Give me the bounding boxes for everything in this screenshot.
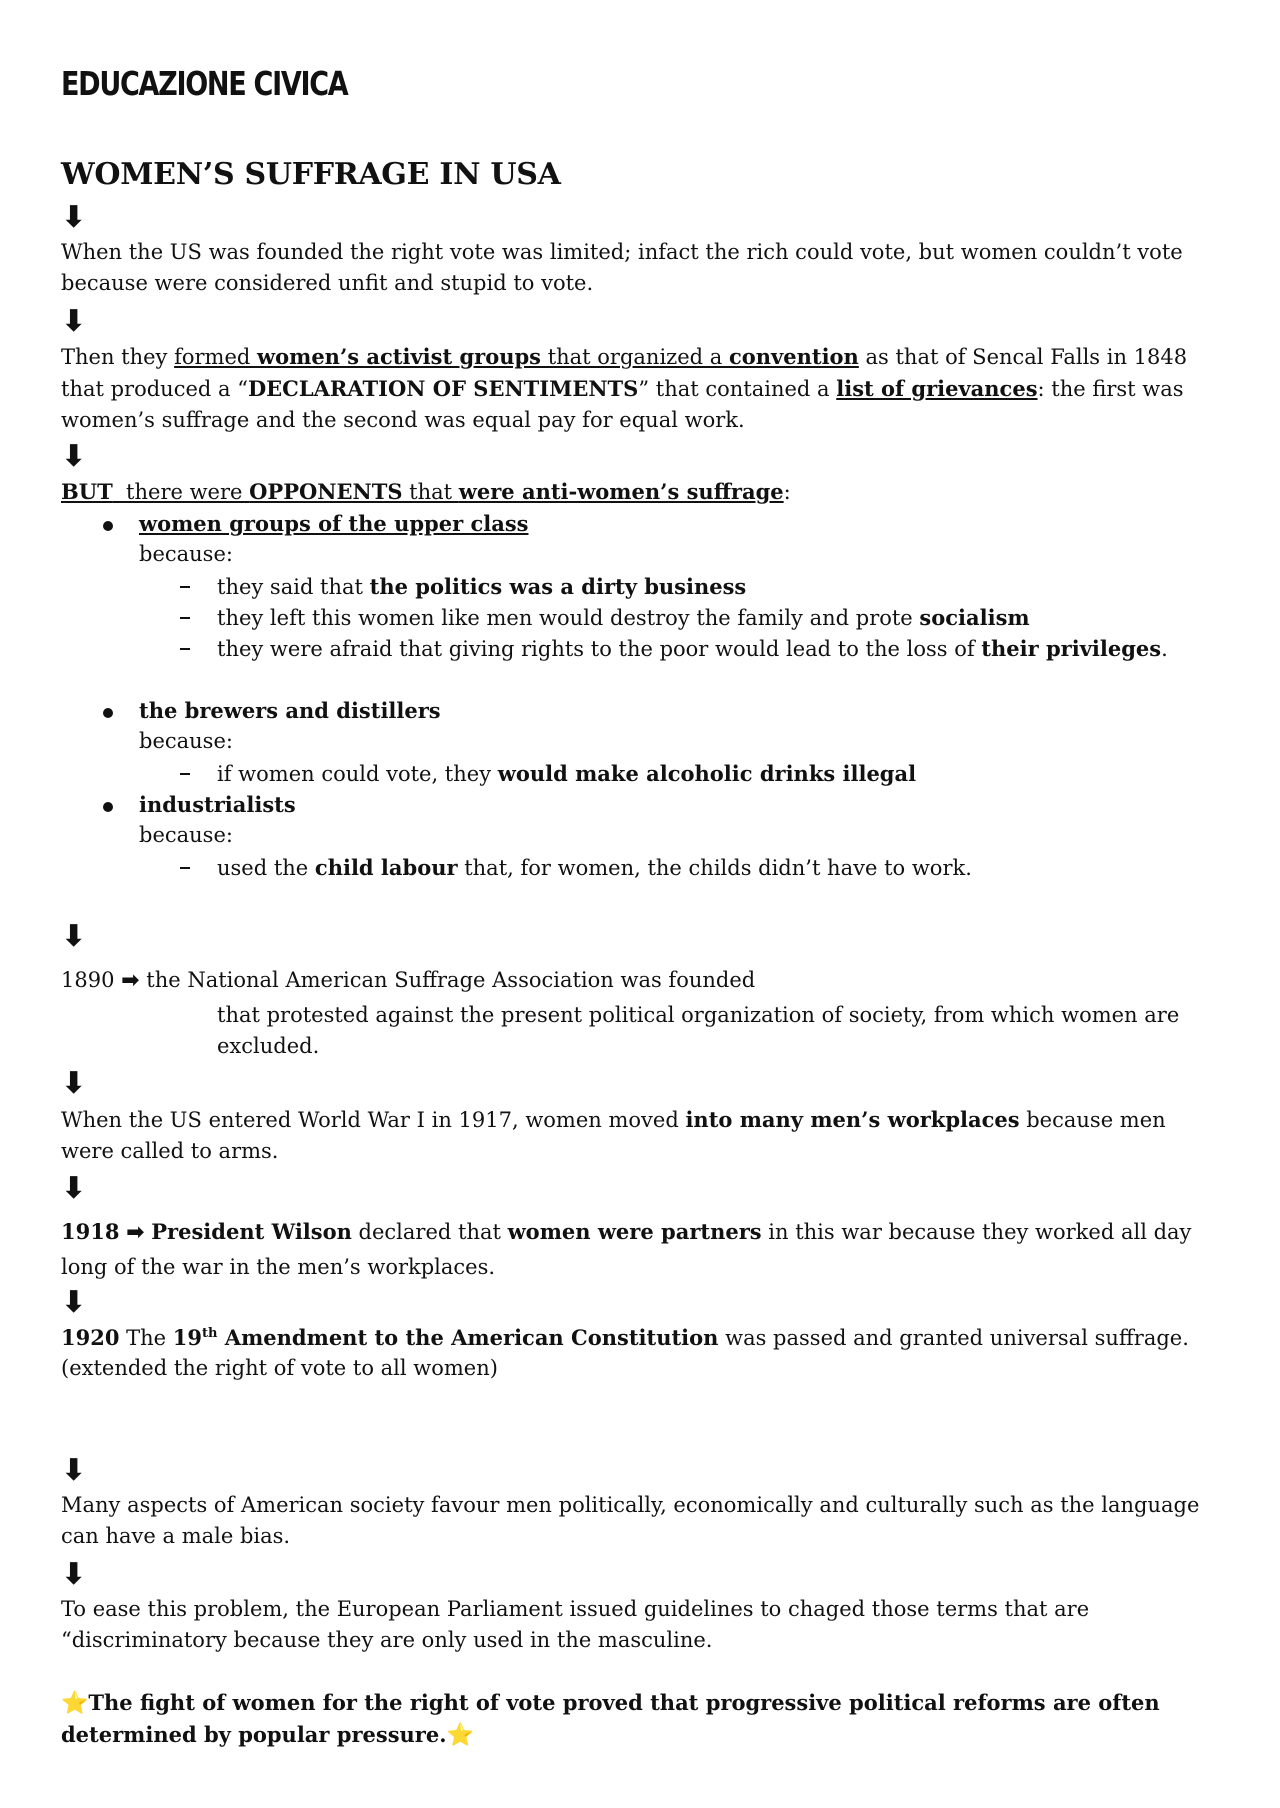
dash-icon bbox=[180, 617, 190, 619]
list-item: women groups of the upper class bbox=[139, 511, 529, 536]
star-icon: ⭐ bbox=[61, 1691, 89, 1716]
list-item: used the child labour that, for women, the childs didn’t have to work. bbox=[217, 855, 972, 880]
down-arrow-icon: ⬇ bbox=[61, 919, 87, 954]
event-1920-note: (extended the right of vote to all women) bbox=[61, 1356, 498, 1380]
down-arrow-icon: ⬇ bbox=[61, 1066, 87, 1101]
paragraph-convention: Then they formed women’s activist groups that organized a convention as that of Sencal Falls in 1848 that produced a “DECLARATION OF SENTIMENTS” that contained a list of grievances: the first was women’s suffrage and the second was equal pay for equal work. bbox=[61, 344, 1188, 432]
dash-icon bbox=[180, 773, 190, 775]
conclusion: ⭐The fight of women for the right of vote proved that progressive political reforms are often determined by popular pressure.⭐ bbox=[61, 1690, 1160, 1748]
paragraph-ww1: When the US entered World War I in 1917, women moved into many men’s workplaces because men were called to arms. bbox=[61, 1107, 1166, 1163]
document-title: EDUCAZIONE CIVICA bbox=[61, 64, 348, 103]
dash-icon bbox=[180, 648, 190, 650]
bullet-icon bbox=[103, 521, 113, 531]
event-1918: 1918 ➡ President Wilson declared that women were partners in this war because they worked all day long of the war in the men’s workplaces. bbox=[61, 1219, 1192, 1279]
dash-icon bbox=[180, 867, 190, 869]
because-label: because: bbox=[139, 823, 233, 847]
list-item: industrialists bbox=[139, 792, 296, 817]
list-item: they were afraid that giving rights to the poor would lead to the loss of their privileges. bbox=[217, 636, 1168, 661]
event-1890: 1890 ➡ the National American Suffrage Association was founded bbox=[61, 968, 756, 993]
down-arrow-icon: ⬇ bbox=[61, 1557, 87, 1592]
star-icon: ⭐ bbox=[446, 1723, 474, 1748]
list-item: the brewers and distillers bbox=[139, 698, 441, 723]
list-item: if women could vote, they would make alcoholic drinks illegal bbox=[217, 761, 917, 786]
event-1920: 1920 The 19th Amendment to the American Constitution was passed and granted universal suffrage. bbox=[61, 1325, 1189, 1350]
list-item: they said that the politics was a dirty business bbox=[217, 574, 747, 599]
down-arrow-icon: ⬇ bbox=[61, 1171, 87, 1206]
down-arrow-icon: ⬇ bbox=[61, 1285, 87, 1320]
down-arrow-icon: ⬇ bbox=[61, 439, 87, 474]
down-arrow-icon: ⬇ bbox=[61, 200, 87, 235]
right-arrow-icon: ➡ bbox=[121, 968, 140, 993]
paragraph-ease: To ease this problem, the European Parliament issued guidelines to chaged those terms that are “discriminatory because they are only used in the masculine. bbox=[61, 1597, 1090, 1652]
because-label: because: bbox=[139, 542, 233, 566]
right-arrow-icon: ➡ bbox=[126, 1220, 145, 1245]
section-title: WOMEN’S SUFFRAGE IN USA bbox=[61, 157, 561, 192]
bullet-icon bbox=[103, 802, 113, 812]
down-arrow-icon: ⬇ bbox=[61, 1453, 87, 1488]
because-label: because: bbox=[139, 729, 233, 753]
event-1890-detail: that protested against the present political organization of society, from which women are excluded. bbox=[217, 1003, 1180, 1058]
list-item: they left this women like men would destroy the family and prote socialism bbox=[217, 605, 1030, 630]
down-arrow-icon: ⬇ bbox=[61, 304, 87, 339]
paragraph-opponents: BUT there were OPPONENTS that were anti-women’s suffrage: bbox=[61, 479, 791, 504]
bullet-icon bbox=[103, 708, 113, 718]
paragraph-founding: When the US was founded the right vote was limited; infact the rich could vote, but women couldn’t vote because were considered unfit and stupid to vote. bbox=[61, 240, 1183, 295]
paragraph-bias: Many aspects of American society favour men politically, economically and culturally such as the language can have a male bias. bbox=[61, 1493, 1200, 1548]
dash-icon bbox=[180, 586, 190, 588]
